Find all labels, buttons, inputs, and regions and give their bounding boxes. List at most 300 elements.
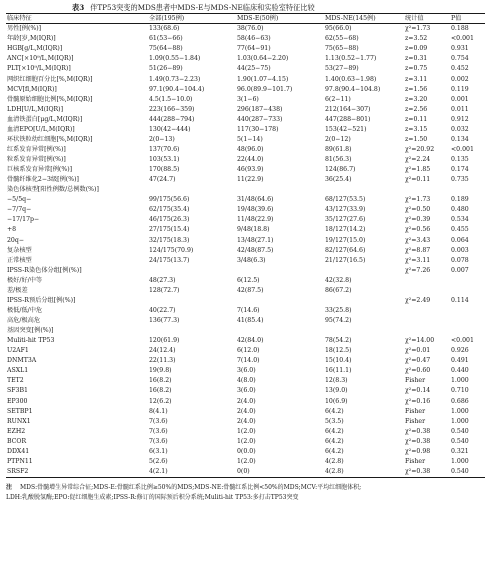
cell-feature: 基因突变[例(%)] — [7, 327, 54, 335]
table-row — [6, 346, 485, 356]
cell-mds-ne: 16(11.1) — [325, 367, 352, 375]
cell-statistic — [404, 316, 450, 326]
cell-statistic: χ²=1.73 — [405, 196, 431, 204]
cell-p-value: 0.440 — [451, 367, 469, 375]
cell-mds-ne: 6(4.2) — [325, 427, 344, 435]
cell-mds-e: 77(64−91) — [237, 45, 271, 53]
cell-feature: EZH2 — [7, 427, 26, 435]
cell-mds-e: 11(22.9) — [237, 176, 264, 184]
header-statistic: 统计值 — [404, 14, 450, 24]
cell-statistic: χ²=0.50 — [405, 206, 431, 214]
cell-mds-e: 44(25−75) — [237, 65, 271, 73]
cell-feature: 极好/好/中等 — [7, 276, 43, 284]
cell-p-value: 0.452 — [451, 65, 469, 73]
table-footnote — [6, 483, 485, 503]
cell-p-value — [450, 276, 485, 286]
cell-statistic: χ²=2.24 — [405, 156, 431, 164]
cell-feature: EP300 — [7, 397, 28, 405]
cell-mds-ne: 6(4.2) — [325, 407, 344, 415]
cell-mds-e: 5(1−14) — [237, 135, 263, 143]
cell-feature: 骨髓纤维化2−3级[例(%)] — [7, 176, 79, 184]
cell-statistic: Fisher — [405, 457, 426, 465]
cell-mds-ne: 33(25.8) — [325, 306, 352, 314]
cell-mds-e: 296(187−438) — [237, 105, 283, 113]
cell-p-value: 0.135 — [451, 156, 469, 164]
cell-all: 24(12.4) — [149, 347, 176, 355]
cell-p-value: 1.000 — [451, 457, 469, 465]
cell-feature: BCOR — [7, 437, 27, 445]
cell-mds-ne — [324, 185, 404, 195]
cell-feature: RUNX1 — [7, 417, 31, 425]
cell-p-value: 0.003 — [451, 246, 469, 254]
cell-feature: 环状铁粒幼红细胞[%,M(IQR)] — [7, 135, 93, 143]
cell-statistic: χ²=0.60 — [405, 367, 431, 375]
cell-mds-ne: 19/127(15.0) — [325, 236, 366, 244]
cell-feature: 巨核系发育异常[例(%)] — [7, 166, 73, 174]
table-row — [6, 205, 485, 215]
table-row — [6, 246, 485, 256]
footnote-label: 注 — [6, 484, 13, 492]
cell-mds-ne — [324, 296, 404, 306]
cell-all: 12(6.2) — [149, 397, 172, 405]
table-row — [6, 306, 485, 316]
cell-p-value — [450, 185, 485, 195]
cell-all: 32/175(18.3) — [149, 236, 190, 244]
cell-mds-e: 38(76.0) — [237, 25, 264, 33]
table-row — [6, 286, 485, 296]
cell-mds-e: 41(85.4) — [237, 317, 264, 325]
cell-mds-e: 42(84.0) — [237, 337, 264, 345]
cell-mds-e: 3(6.0) — [237, 367, 256, 375]
cell-feature: DNMT3A — [7, 357, 37, 365]
cell-feature: IPSS-R染色体分组[例(%)] — [7, 266, 82, 274]
cell-feature: SRSF2 — [6, 467, 148, 478]
cell-statistic: χ²=0.38 — [405, 427, 431, 435]
cell-all: 6(3.1) — [149, 447, 168, 455]
cell-mds-ne: 6(4.2) — [325, 447, 344, 455]
cell-mds-e: 42(87.5) — [237, 286, 264, 294]
cell-all: 24/175(13.7) — [149, 256, 190, 264]
table-header-row — [6, 14, 485, 24]
cell-feature: 正常核型 — [7, 256, 32, 264]
table-row — [6, 266, 485, 276]
table-number: 表3 — [72, 3, 85, 12]
cell-statistic: χ²=14.00 — [405, 337, 435, 345]
cell-statistic: χ²=3.11 — [405, 256, 431, 264]
cell-statistic: χ²=0.98 — [405, 447, 431, 455]
table-row — [6, 54, 485, 64]
cell-feature: 网织红细胞百分比[%,M(IQR)] — [7, 75, 93, 83]
cell-mds-e: 48(96.0) — [237, 145, 264, 153]
table-row — [6, 125, 485, 135]
cell-statistic: z=1.56 — [405, 85, 428, 93]
cell-statistic: χ²=8.87 — [405, 246, 431, 254]
cell-statistic: z=0.11 — [405, 115, 428, 123]
cell-mds-e: 6(12.0) — [237, 347, 260, 355]
cell-mds-ne: 212(164−307) — [325, 105, 371, 113]
cell-feature: 复杂核型 — [7, 246, 32, 254]
cell-feature: 差/极差 — [7, 286, 28, 294]
cell-mds-ne: 35/127(27.6) — [325, 216, 366, 224]
cell-mds-e — [236, 326, 324, 336]
cell-mds-ne: 18/127(14.2) — [325, 226, 366, 234]
table-row — [6, 417, 485, 427]
cell-p-value: 0.064 — [451, 236, 469, 244]
cell-statistic: χ²=0.16 — [405, 397, 431, 405]
cell-statistic: χ²=0.47 — [405, 357, 431, 365]
cell-statistic — [404, 306, 450, 316]
cell-statistic: χ²=7.26 — [405, 266, 431, 274]
cell-mds-e: 7(14.6) — [237, 306, 260, 314]
cell-all: 4.5(1.5−10.0) — [149, 95, 193, 103]
cell-statistic: z=0.75 — [405, 65, 428, 73]
cell-p-value: <0.001 — [451, 35, 474, 43]
cell-statistic: χ²=0.56 — [405, 226, 431, 234]
cell-feature: 20q− — [7, 236, 25, 244]
table-row — [6, 296, 485, 306]
cell-feature: 红系发育异常[例(%)] — [7, 145, 66, 153]
cell-feature: DDX41 — [7, 447, 30, 455]
cell-statistic — [404, 185, 450, 195]
cell-all: 22(11.3) — [149, 357, 176, 365]
cell-statistic: χ²=3.43 — [405, 236, 431, 244]
header-feature: 临床特征 — [6, 14, 148, 24]
table-row — [6, 24, 485, 35]
cell-statistic: χ²=1.85 — [405, 166, 431, 174]
cell-all: 223(166−359) — [149, 105, 195, 113]
table-row — [6, 356, 485, 366]
cell-all: 130(42−444) — [149, 125, 191, 133]
cell-all: 128(72.7) — [149, 286, 180, 294]
cell-statistic: χ²=0.11 — [405, 176, 431, 184]
cell-all: 133(68.6) — [149, 25, 180, 33]
table-row — [6, 407, 485, 417]
cell-mds-ne: 86(67.2) — [325, 286, 352, 294]
cell-p-value: 0.188 — [451, 25, 469, 33]
cell-feature: 年龄[岁,M(IQR)] — [7, 35, 56, 43]
cell-p-value: 0.321 — [451, 447, 469, 455]
cell-mds-ne — [324, 326, 404, 336]
cell-p-value: 0.189 — [451, 196, 469, 204]
table-row — [6, 397, 485, 407]
cell-mds-e: 3/48(6.3) — [237, 256, 266, 264]
cell-all: 444(288−794) — [149, 115, 195, 123]
cell-mds-e: 2(4.0) — [237, 417, 256, 425]
cell-mds-e: 0(0.0) — [237, 447, 256, 455]
cell-all: 1.09(0.55−1.84) — [149, 55, 201, 63]
cell-mds-ne: 82/127(64.6) — [325, 246, 366, 254]
cell-mds-ne: 21/127(16.5) — [325, 256, 366, 264]
cell-feature: ASXL1 — [7, 367, 29, 375]
table-row — [6, 215, 485, 225]
cell-all: 7(3.6) — [149, 417, 168, 425]
cell-all: 170(88.5) — [149, 166, 180, 174]
cell-mds-ne: 36(25.4) — [325, 176, 352, 184]
cell-mds-ne: 43/127(33.9) — [325, 206, 366, 214]
table-row — [6, 225, 485, 235]
cell-p-value: 0.174 — [451, 166, 469, 174]
cell-mds-ne: 1.13(0.52−1.77) — [325, 55, 377, 63]
cell-p-value: <0.001 — [451, 145, 474, 153]
table-row — [6, 44, 485, 54]
cell-all: 48(27.3) — [149, 276, 176, 284]
cell-all: 4(2.1) — [148, 467, 236, 478]
cell-all: 61(53−66) — [149, 35, 183, 43]
cell-p-value: 0.032 — [451, 125, 469, 133]
table-row — [6, 326, 485, 336]
cell-mds-e: 3(1−6) — [237, 95, 259, 103]
cell-p-value: 0.455 — [451, 226, 469, 234]
table-caption — [6, 2, 485, 13]
table-row — [6, 447, 485, 457]
cell-all: 27/175(15.4) — [149, 226, 190, 234]
cell-all: 7(3.6) — [149, 427, 168, 435]
cell-p-value — [450, 286, 485, 296]
table-row — [6, 95, 485, 105]
cell-p-value: 0.011 — [451, 105, 469, 113]
cell-mds-ne: 6(4.2) — [325, 437, 344, 445]
cell-all: 7(3.6) — [149, 437, 168, 445]
cell-feature: 粒系发育异常[例(%)] — [7, 156, 66, 164]
table-row — [6, 145, 485, 155]
cell-all: 124/175(70.9) — [149, 246, 194, 254]
cell-all: 16(8.2) — [149, 387, 172, 395]
cell-mds-e: 1(2.0) — [237, 457, 256, 465]
cell-all: 47(24.7) — [149, 176, 176, 184]
cell-statistic: χ²=0.14 — [405, 387, 431, 395]
cell-all: 1.49(0.73−2.23) — [149, 75, 201, 83]
cell-p-value — [450, 316, 485, 326]
cell-p-value: 0.686 — [451, 397, 469, 405]
cell-p-value: 0.114 — [451, 296, 469, 304]
table-row — [6, 85, 485, 95]
cell-mds-e: 1(2.0) — [237, 427, 256, 435]
table-row — [6, 135, 485, 145]
cell-p-value: 0.735 — [451, 176, 469, 184]
cell-feature: 血清EPO[U/L,M(IQR)] — [7, 125, 75, 133]
cell-all: 8(4.1) — [149, 407, 168, 415]
cell-mds-e — [236, 266, 324, 276]
cell-mds-e: 1(2.0) — [237, 437, 256, 445]
cell-mds-e: 1.03(0.64−2.20) — [237, 55, 289, 63]
table-row — [6, 165, 485, 175]
cell-mds-e: 42/48(87.5) — [237, 246, 274, 254]
table-row — [6, 236, 485, 246]
cell-mds-ne: 12(8.3) — [325, 377, 348, 385]
cell-feature: ANC[×10⁹/L,M(IQR)] — [7, 55, 74, 63]
table-row — [6, 386, 485, 396]
table-row — [6, 75, 485, 85]
table-row — [6, 427, 485, 437]
cell-mds-ne: 447(288−801) — [325, 115, 371, 123]
cell-feature: 极低/低/中危 — [7, 306, 43, 314]
cell-feature: PLT[×10⁹/L,M(IQR)] — [7, 65, 71, 73]
cell-statistic: z=0.09 — [405, 45, 428, 53]
table-row — [6, 105, 485, 115]
cell-p-value — [450, 326, 485, 336]
table-row — [6, 376, 485, 386]
cell-mds-e: 13/48(27.1) — [237, 236, 274, 244]
cell-mds-ne: 6(2−11) — [325, 95, 351, 103]
cell-mds-ne: 95(66.0) — [325, 25, 352, 33]
table-row — [6, 34, 485, 44]
cell-feature: 骨髓原始细胞比例[%,M(IQR)] — [7, 95, 93, 103]
cell-all: 136(77.3) — [149, 317, 180, 325]
cell-feature: SETBP1 — [7, 407, 33, 415]
header-mds-ne: MDS-NE(145例) — [324, 14, 404, 24]
cell-mds-e: 22(44.0) — [237, 156, 264, 164]
cell-mds-ne: 78(54.2) — [325, 337, 352, 345]
table-row — [6, 175, 485, 185]
table-row — [6, 185, 485, 195]
cell-mds-e: 1.90(1.07−4.15) — [237, 75, 289, 83]
cell-mds-ne: 95(74.2) — [325, 317, 352, 325]
cell-mds-e: 0(0) — [236, 467, 324, 478]
table-row — [6, 467, 485, 478]
table-body — [6, 24, 485, 478]
cell-all: 16(8.2) — [149, 377, 172, 385]
cell-p-value: 0.491 — [451, 357, 469, 365]
cell-all: 5(2.6) — [149, 457, 168, 465]
cell-p-value: 0.540 — [451, 427, 469, 435]
cell-p-value: 0.134 — [451, 135, 469, 143]
cell-mds-e: 11/48(22.9) — [237, 216, 274, 224]
data-table — [6, 13, 485, 478]
cell-statistic: Fisher — [405, 407, 426, 415]
cell-mds-ne: 124(86.7) — [325, 166, 356, 174]
table-row — [6, 115, 485, 125]
cell-p-value: 0.540 — [451, 437, 469, 445]
table-row — [6, 276, 485, 286]
cell-statistic: z=1.50 — [405, 135, 428, 143]
cell-all: 137(70.6) — [149, 145, 180, 153]
cell-mds-e: 19/48(39.6) — [237, 206, 274, 214]
cell-all: 2(0−13) — [149, 135, 175, 143]
cell-p-value: 0.480 — [451, 206, 469, 214]
cell-statistic: Fisher — [405, 377, 426, 385]
cell-p-value: 0.926 — [451, 347, 469, 355]
cell-p-value: 0.931 — [451, 45, 469, 53]
cell-feature: +8 — [7, 226, 17, 234]
cell-statistic — [404, 286, 450, 296]
cell-mds-ne: 97.8(90.4−104.8) — [325, 85, 381, 93]
table-row — [6, 256, 485, 266]
cell-statistic: χ²=0.39 — [405, 216, 431, 224]
cell-p-value: 0.754 — [451, 55, 469, 63]
table-row — [6, 155, 485, 165]
cell-mds-e: 440(287−733) — [237, 115, 283, 123]
cell-p-value: 0.119 — [451, 85, 469, 93]
cell-statistic: Fisher — [405, 417, 426, 425]
cell-feature: Muliti-hit TP53 — [7, 337, 55, 345]
cell-mds-e: 117(30−178) — [237, 125, 279, 133]
cell-p-value: 0.710 — [451, 387, 469, 395]
cell-feature: −17/17p− — [7, 216, 40, 224]
cell-all: 62/175(35.4) — [149, 206, 190, 214]
cell-mds-ne: 75(65−88) — [325, 45, 359, 53]
cell-mds-e: 58(46−63) — [237, 35, 271, 43]
cell-p-value: <0.001 — [451, 337, 474, 345]
cell-mds-ne: 89(61.8) — [325, 145, 352, 153]
cell-feature: 血清铁蛋白[μg/L,M(IQR)] — [7, 115, 83, 123]
cell-feature: −5/5q− — [7, 196, 32, 204]
table-row — [6, 366, 485, 376]
header-p-value: P值 — [450, 14, 485, 24]
cell-feature: SF3B1 — [7, 387, 28, 395]
cell-all: 40(22.7) — [149, 306, 176, 314]
cell-mds-ne: 68/127(53.5) — [325, 196, 366, 204]
cell-feature: TET2 — [7, 377, 24, 385]
cell-mds-e: 6(12.5) — [237, 276, 260, 284]
footnote-line-2: LDH:乳酸脱氢酶;EPO:促红细胞生成素;IPSS-R:修订的国际预后积分系统;Muliti-hit TP53:多打击TP53突变 — [6, 494, 299, 502]
cell-all: 99/175(56.6) — [149, 196, 190, 204]
cell-statistic: χ²=0.38 — [404, 467, 450, 478]
cell-feature: HGB[g/L,M(IQR)] — [7, 45, 63, 53]
cell-statistic: z=3.52 — [405, 35, 428, 43]
cell-all: 51(26−89) — [149, 65, 183, 73]
cell-statistic: χ²=0.38 — [405, 437, 431, 445]
cell-mds-ne: 10(6.9) — [325, 397, 348, 405]
cell-feature: −7/7q− — [7, 206, 32, 214]
cell-statistic: z=3.11 — [405, 75, 428, 83]
cell-mds-e: 31/48(64.6) — [237, 196, 274, 204]
cell-statistic: z=0.31 — [405, 55, 428, 63]
cell-statistic: χ²=1.73 — [405, 25, 431, 33]
cell-p-value: 0.534 — [451, 216, 469, 224]
cell-all — [148, 185, 236, 195]
table-row — [6, 437, 485, 447]
cell-p-value: 0.078 — [451, 256, 469, 264]
cell-p-value: 1.000 — [451, 407, 469, 415]
cell-p-value: 0.002 — [451, 75, 469, 83]
cell-all — [148, 296, 236, 306]
table-row — [6, 457, 485, 467]
cell-feature: 染色体核型[阳性例数/总例数(%)] — [7, 186, 99, 194]
cell-mds-ne: 1.40(0.63−1.98) — [325, 75, 377, 83]
cell-feature: U2AF1 — [7, 347, 29, 355]
cell-mds-ne: 53(27−89) — [325, 65, 359, 73]
cell-mds-e: 2(4.0) — [237, 397, 256, 405]
cell-statistic: z=3.15 — [405, 125, 428, 133]
cell-mds-e: 9/48(18.8) — [237, 226, 270, 234]
table-row — [6, 195, 485, 205]
cell-mds-ne: 5(3.5) — [325, 417, 344, 425]
cell-feature: LDH[U/L,M(IQR)] — [7, 105, 64, 113]
cell-all: 19(9.8) — [149, 367, 172, 375]
cell-statistic: χ²=2.49 — [405, 296, 431, 304]
cell-feature: 高危/极高危 — [7, 317, 41, 325]
cell-p-value: 0.007 — [451, 266, 469, 274]
cell-mds-ne: 62(55−68) — [325, 35, 359, 43]
cell-statistic: z=3.20 — [405, 95, 428, 103]
header-mds-e: MDS-E(50例) — [236, 14, 324, 24]
cell-p-value: 0.912 — [451, 115, 469, 123]
cell-mds-ne: 18(12.5) — [325, 347, 352, 355]
cell-mds-e — [236, 296, 324, 306]
cell-mds-e: 3(6.0) — [237, 387, 256, 395]
cell-p-value: 1.000 — [451, 417, 469, 425]
cell-mds-e: 7(14.0) — [237, 357, 260, 365]
cell-mds-ne: 42(32.8) — [325, 276, 352, 284]
cell-mds-ne: 2(0−12) — [325, 135, 351, 143]
cell-all: 75(64−88) — [149, 45, 183, 53]
cell-p-value — [450, 306, 485, 316]
cell-mds-e: 2(4.0) — [237, 407, 256, 415]
cell-feature: PTPN11 — [7, 457, 33, 465]
cell-all: 46/175(26.3) — [149, 216, 190, 224]
footnote-line-1: MDS:骨髓增生异常综合征;MDS-E:骨髓红系比例≥50%的MDS;MDS-NE:骨髓红系比例<50%的MDS;MCV:平均红细胞体积; — [20, 484, 362, 492]
cell-all — [148, 266, 236, 276]
